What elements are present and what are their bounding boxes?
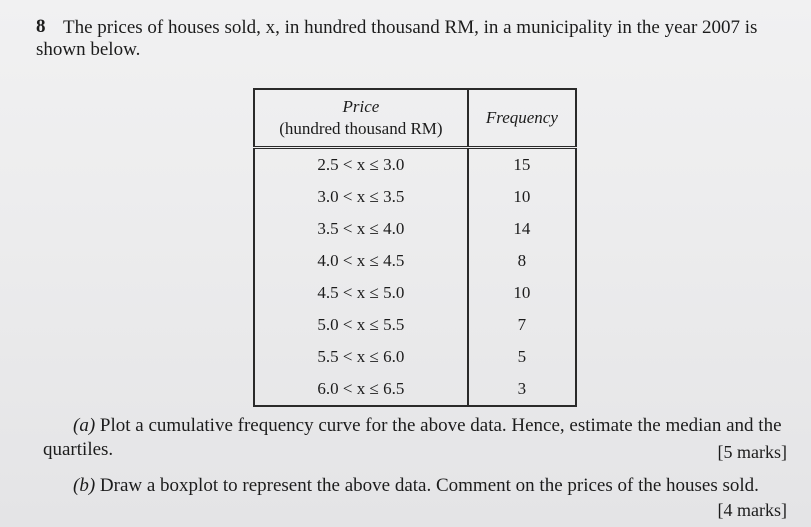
frequency-cell: 3 [517, 379, 527, 398]
table-row [254, 181, 576, 213]
header-price-line2: (hundred thousand RM) [279, 119, 443, 138]
question-text-line1: The prices of houses sold, x, in hundred thousand RM, in a municipality in the year 2007 is [63, 17, 758, 38]
table-row [254, 309, 576, 341]
header-frequency [468, 89, 576, 148]
part-a-text-line2: quartiles. [43, 439, 114, 460]
table-row [254, 213, 576, 245]
frequency-cell: 5 [517, 347, 527, 366]
part-a-marks: [5 marks] [717, 442, 787, 462]
frequency-cell: 8 [517, 251, 527, 270]
table-row [254, 341, 576, 373]
header-price-line1: Price [342, 97, 380, 116]
frequency-cell: 10 [513, 187, 531, 206]
interval-cell: 4.0 < x ≤ 4.5 [254, 245, 468, 277]
part-a-line1 [73, 414, 793, 438]
table-row [254, 148, 576, 182]
interval-cell: 3.0 < x ≤ 3.5 [254, 181, 468, 213]
part-b-marks: [4 marks] [717, 500, 787, 520]
interval-cell: 6.0 < x ≤ 6.5 [254, 373, 468, 406]
interval-cell: 5.5 < x ≤ 6.0 [254, 341, 468, 373]
part-a-text: Plot a cumulative frequency curve for the above data. Hence, estimate the median and the [99, 415, 782, 436]
part-b-line [73, 474, 793, 498]
interval-cell: 2.5 < x ≤ 3.0 [254, 148, 468, 182]
part-b-text: Draw a boxplot to represent the above data. Comment on the prices of the houses sold. [99, 475, 759, 496]
table-row [254, 245, 576, 277]
frequency-cell: 7 [517, 315, 527, 334]
frequency-cell: 15 [513, 155, 531, 174]
price-frequency-table [253, 88, 577, 407]
table-header-row [254, 89, 576, 148]
question-text-line2: shown below. [36, 39, 141, 60]
part-a-label: (a) [73, 415, 96, 436]
header-frequency-label: Frequency [485, 108, 558, 127]
interval-cell: 5.0 < x ≤ 5.5 [254, 309, 468, 341]
frequency-cell: 10 [513, 283, 531, 302]
interval-cell: 3.5 < x ≤ 4.0 [254, 213, 468, 245]
question-number: 8 [36, 16, 46, 37]
table-row [254, 373, 576, 406]
table-row [254, 277, 576, 309]
header-price [254, 89, 468, 148]
interval-cell: 4.5 < x ≤ 5.0 [254, 277, 468, 309]
part-b-label: (b) [73, 475, 96, 496]
frequency-cell: 14 [513, 219, 531, 238]
